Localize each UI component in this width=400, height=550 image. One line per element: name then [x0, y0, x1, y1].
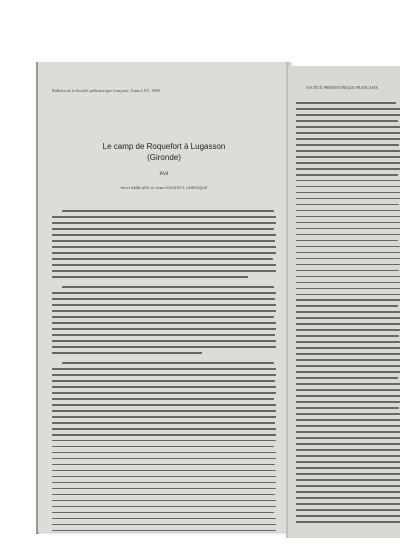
body-paragraph-2 [52, 286, 276, 358]
right-page-text-column [296, 102, 400, 527]
article-title [38, 141, 290, 163]
body-paragraph-3 [52, 362, 276, 532]
right-page [288, 66, 400, 538]
by-label: PAR [159, 172, 169, 177]
running-header: Bulletin de la Société préhistorique française, Tome LXV, 1968. [52, 88, 161, 93]
left-page [38, 62, 290, 532]
title-line-2: (Gironde) [147, 153, 181, 162]
authors-line: Henri AMBLARD et Jean ROUSSOT-LARROQUE [120, 186, 208, 190]
body-paragraph-1 [52, 210, 276, 282]
title-line-1: Le camp de Roquefort à Lugasson [102, 142, 226, 151]
right-running-header: SOCIÉTÉ PRÉHISTORIQUE FRANÇAISE [306, 85, 378, 90]
